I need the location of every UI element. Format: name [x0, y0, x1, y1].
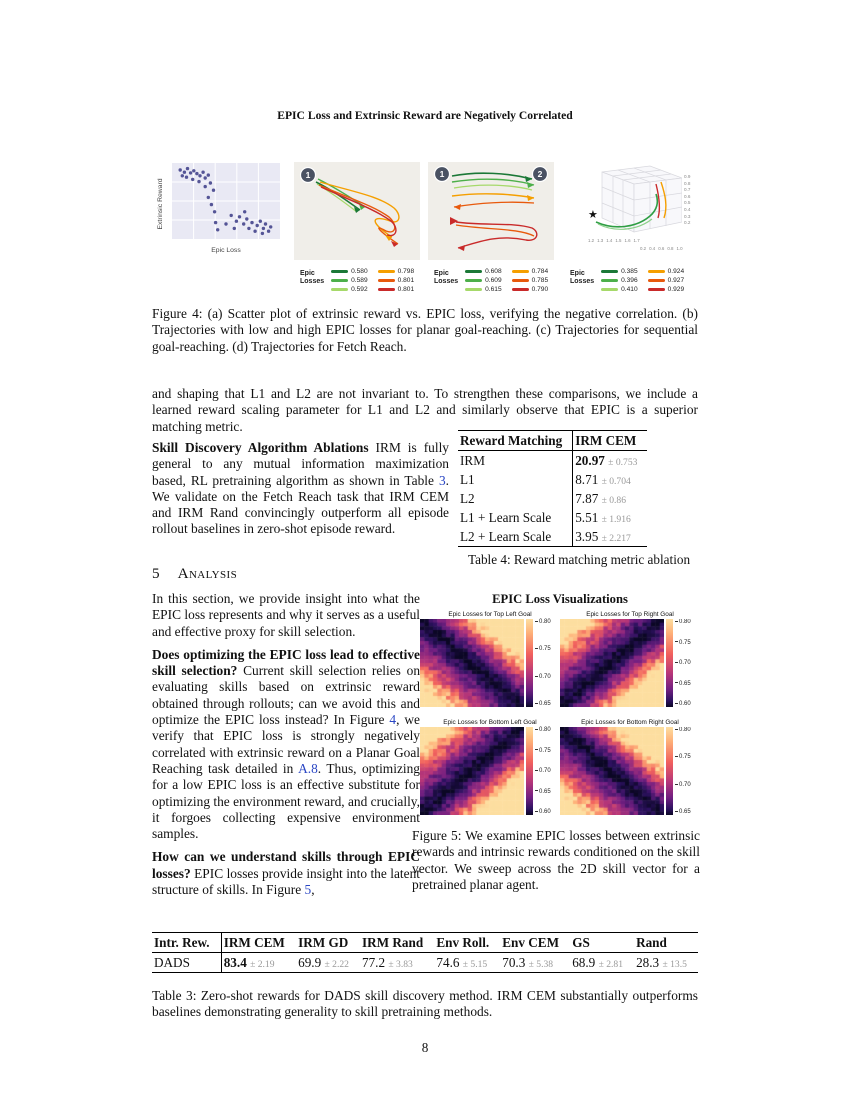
epic-loss-legend-d [570, 268, 684, 293]
colorbar-ticks [535, 727, 551, 815]
figure4-caption: Figure 4: (a) Scatter plot of extrinsic reward vs. EPIC loss, verifying the negative correlation. (b) Trajectories with low and high EPIC losses for planar goal-reaching. (c) Trajectories for sequential goal-reaching. (d) Trajectories for Fetch Reach. [152, 306, 698, 354]
legend-swatch [648, 270, 665, 273]
axis-tick-label: 0.4 [649, 246, 656, 251]
legend-swatch [331, 270, 348, 273]
colorbar-tick-label: 0.70 [535, 674, 551, 680]
legend-value: 0.589 [351, 277, 368, 284]
axis-tick-label: 1.3 [597, 238, 604, 243]
colorbar [666, 619, 673, 707]
axis-tick-label: 0.7 [684, 187, 691, 193]
colorbar-ticks [535, 619, 551, 707]
colorbar-ticks [675, 727, 691, 815]
legend-value: 0.801 [397, 286, 415, 293]
colorbar-tick-label: 0.75 [675, 640, 691, 646]
colorbar-tick-label: 0.65 [535, 701, 551, 707]
legend-swatch [601, 288, 618, 291]
figure5-heading: EPIC Loss Visualizations [492, 592, 628, 606]
table-4 [458, 430, 700, 568]
text-segment: IRM is fully general to any mutual information maximization based, RL pretraining algorithm as shown in Table [152, 440, 450, 488]
goal-badge-number: 1 [305, 170, 311, 180]
bold-lead: Does optimizing the EPIC loss lead to effective skill selection? [152, 646, 420, 679]
table3-caption: Table 3: Zero-shot rewards for DADS skill discovery method. IRM CEM substantially outperforms baselines demonstrating generality to skill pretraining methods. [152, 988, 698, 1020]
analysis-column [152, 591, 420, 898]
figure5-heatmaps [420, 611, 700, 815]
cross-reference-link[interactable]: A.8 [298, 760, 318, 776]
axis-tick-label: 0.6 [658, 246, 665, 251]
legend-swatch [465, 288, 482, 291]
legend-value: 0.798 [397, 268, 415, 275]
paragraph-skill-discovery [152, 440, 449, 538]
orange-trajectories [452, 194, 534, 210]
axis-tick-label: 1.0 [676, 246, 683, 251]
legend-swatch [378, 279, 395, 282]
heatmap-bottom-left-goal: Epic Losses for Bottom Left Goal 0.80 0.75 0.70 0.65 0.60 [420, 719, 560, 815]
legend-value: 0.924 [667, 268, 685, 275]
legend-swatch [465, 279, 482, 282]
scatter-plot [152, 160, 285, 262]
legend-value: 0.396 [621, 277, 638, 284]
x-axis-label: Epic Loss [211, 247, 241, 254]
legend-value: 0.929 [667, 286, 685, 293]
heatmap-canvas [420, 619, 524, 707]
legend-value: 0.592 [351, 286, 368, 293]
legend-swatch [648, 279, 665, 282]
bold-lead: How can we understand skills through EPIC losses? [152, 849, 420, 881]
table-row: L2 7.87 ± 0.86 [458, 489, 647, 508]
table4-header-cell: IRM CEM [575, 432, 637, 448]
axis-tick-label: 1.5 [615, 238, 622, 243]
axis-tick-label: 0.6 [684, 193, 691, 199]
axis-tick-label: 0.5 [684, 200, 691, 206]
text-segment: EPIC losses provide insight into the latent structure of skills. In Figure [152, 865, 420, 898]
figure4-panel-d [562, 156, 702, 262]
colorbar-ticks [675, 619, 691, 707]
colorbar-tick-label: 0.80 [535, 619, 551, 625]
red-trajectories [450, 217, 537, 251]
table4-header-cell: Reward Matching [458, 431, 573, 451]
epic-loss-legend-c [434, 268, 548, 293]
legend-value: 0.609 [485, 277, 502, 284]
section-heading [152, 565, 237, 583]
figure4-panel-c [428, 162, 554, 260]
table-row: IRM 20.97 ± 0.753 [458, 451, 647, 471]
goal-badge-number: 2 [537, 169, 543, 179]
cross-reference-link[interactable]: 5 [304, 882, 312, 898]
text-segment: . Thus, optimizing for a low EPIC loss is an effective substitute for optimizing the environment reward, and crucially, it forgoes collecting expensive environment samples. [152, 760, 420, 842]
table4-caption: Table 4: Reward matching metric ablation [467, 552, 691, 567]
axis-tick-label: 1.7 [633, 238, 640, 243]
figure4-title: EPIC Loss and Extrinsic Reward are Negatively Correlated [277, 109, 573, 122]
paragraph-matching [152, 386, 698, 435]
colorbar [526, 619, 533, 707]
legend-swatch [331, 288, 348, 291]
colorbar-tick-label: 0.80 [675, 619, 691, 625]
legend-title: Epic Losses [434, 270, 459, 285]
legend-swatch [378, 288, 395, 291]
epic-loss-legend-b [300, 268, 414, 293]
heatmap-top-left-goal: Epic Losses for Top Left Goal 0.80 0.75 0.70 0.65 [420, 611, 560, 707]
colorbar-tick-label: 0.75 [535, 646, 551, 652]
y-axis-ticks [640, 246, 683, 251]
table-4-grid [458, 430, 647, 547]
table-3 [152, 932, 698, 973]
figure4-panel-a [152, 160, 285, 262]
heatmap-canvas [560, 727, 664, 815]
legend-value: 0.801 [397, 277, 415, 284]
legend-value: 0.608 [485, 268, 502, 275]
legend-value: 0.927 [667, 277, 685, 284]
colorbar-tick-label: 0.75 [675, 754, 691, 760]
legend-swatch [331, 279, 348, 282]
legend-swatch [512, 279, 529, 282]
colorbar-tick-label: 0.75 [535, 748, 551, 754]
figure5-caption: Figure 5: We examine EPIC losses between extrinsic rewards and intrinsic rewards conditioned on the skill vector. We sweep across the 2D skill vector for a pretrained planar agent. [412, 828, 700, 892]
text-segment: . We validate on the Fetch Reach task that IRM CEM and IRM Rand convincingly outperform all episode rollout baselines in zero-shot episode reward. [152, 472, 449, 537]
axis-tick-label: 0.8 [667, 246, 674, 251]
colorbar-tick-label: 0.60 [675, 701, 691, 707]
axis-tick-label: 1.2 [588, 238, 595, 243]
axis-tick-label: 0.2 [684, 220, 691, 226]
red-trajectories [319, 182, 399, 247]
text-segment: and shaping that L1 and L2 are not invariant to. To strengthen these comparisons, we include a learned reward scaling parameter for L1 and L2 and similarly observe that EPIC is a superior matching metric. [152, 386, 698, 434]
colorbar-tick-label: 0.80 [675, 727, 691, 733]
paragraph-intro [152, 591, 420, 640]
text-segment: Current skill selection relies on evaluating skills based on extrinsic reward obtained through rollouts; can we avoid this and optimize the EPIC loss instead? In Figure [152, 663, 421, 728]
colorbar-tick-label: 0.65 [535, 789, 551, 795]
heatmap-bottom-right-goal: Epic Losses for Bottom Right Goal 0.80 0.75 0.70 0.65 [560, 719, 700, 815]
legend-swatch [601, 270, 618, 273]
heatmap-canvas [420, 727, 524, 815]
legend-value: 0.615 [485, 286, 502, 293]
z-axis-ticks [684, 174, 690, 225]
x-axis-ticks [588, 238, 640, 243]
section-number: 5 [152, 565, 160, 582]
cross-reference-link[interactable]: 3 [438, 472, 446, 488]
legend-swatch [601, 279, 618, 282]
green-trajectories [452, 173, 534, 190]
axis-tick-label: 0.3 [684, 213, 691, 219]
table-row: L1 8.71 ± 0.704 [458, 470, 647, 489]
goal-badge-number: 1 [439, 169, 445, 179]
colorbar-tick-label: 0.80 [535, 727, 551, 733]
text-segment: , we verify that EPIC loss is strongly negatively correlated with extrinsic reward on a Planar Goal Reaching task detailed in [152, 712, 420, 776]
legend-value: 0.385 [621, 268, 638, 275]
legend-value: 0.784 [531, 268, 549, 275]
y-axis-label: Extrinsic Reward [157, 178, 164, 230]
paragraph-understand [152, 849, 420, 898]
section-title: Analysis [177, 565, 238, 582]
start-star-icon: ★ [588, 209, 598, 221]
axis-tick-label: 0.2 [640, 246, 647, 251]
legend-swatch [648, 288, 665, 291]
legend-value: 0.410 [621, 286, 638, 293]
cross-reference-link[interactable]: 4 [389, 712, 397, 728]
colorbar-tick-label: 0.70 [675, 782, 691, 788]
colorbar [526, 727, 533, 815]
heatmap-top-right-goal: Epic Losses for Top Right Goal 0.80 0.75 0.70 0.65 0.60 [560, 611, 700, 707]
colorbar-tick-label: 0.70 [535, 768, 551, 774]
table-row: L1 + Learn Scale 5.51 ± 1.916 [458, 508, 647, 527]
legend-title: Epic Losses [300, 270, 325, 285]
paragraph-optimize [152, 647, 420, 843]
bold-lead: Skill Discovery Algorithm Ablations [152, 440, 376, 455]
table-row: DADS 83.4 ± 2.19 69.9 ± 2.22 77.2 ± 3.83 74.6 ± 5.15 70.3 ± 5.38 68.9 ± 2.81 28.3 ± 13.5 [152, 953, 698, 973]
text-segment: , [311, 882, 315, 898]
colorbar-tick-label: 0.70 [675, 660, 691, 666]
legend-swatch [512, 270, 529, 273]
legend-value: 0.785 [531, 277, 549, 284]
legend-swatch [512, 288, 529, 291]
colorbar [666, 727, 673, 815]
colorbar-tick-label: 0.65 [675, 681, 691, 687]
legend-swatch [465, 270, 482, 273]
legend-value: 0.580 [351, 268, 368, 275]
axis-tick-label: 0.4 [684, 206, 691, 212]
colorbar-tick-label: 0.65 [675, 809, 691, 815]
legend-title: Epic Losses [570, 270, 595, 285]
table-3-grid: Intr. Rew. IRM CEM IRM GD IRM Rand Env Roll. Env CEM GS Rand DADS 83.4 ± 2.19 69.9 ± 2.22 77.2 ± 3.83 74.6 ± 5.15 70.3 ± 5.38 68.9 ± 2.81 28.3 ± 13.5 [152, 932, 698, 973]
heatmap-canvas [560, 619, 664, 707]
figure4-panel-b [294, 162, 420, 260]
axis-tick-label: 0.9 [684, 174, 691, 179]
legend-swatch [378, 270, 395, 273]
text-segment: In this section, we provide insight into what the EPIC loss represents and why it serves as a useful and effective proxy for skill selection. [152, 591, 420, 639]
legend-value: 0.790 [531, 286, 549, 293]
page-number: 8 [421, 1040, 429, 1055]
axis-tick-label: 1.4 [606, 238, 613, 243]
axis-tick-label: 1.6 [624, 238, 631, 243]
colorbar-tick-label: 0.60 [535, 809, 551, 815]
axis-tick-label: 0.8 [684, 180, 691, 186]
table-row: L2 + Learn Scale 3.95 ± 2.217 [458, 527, 647, 547]
